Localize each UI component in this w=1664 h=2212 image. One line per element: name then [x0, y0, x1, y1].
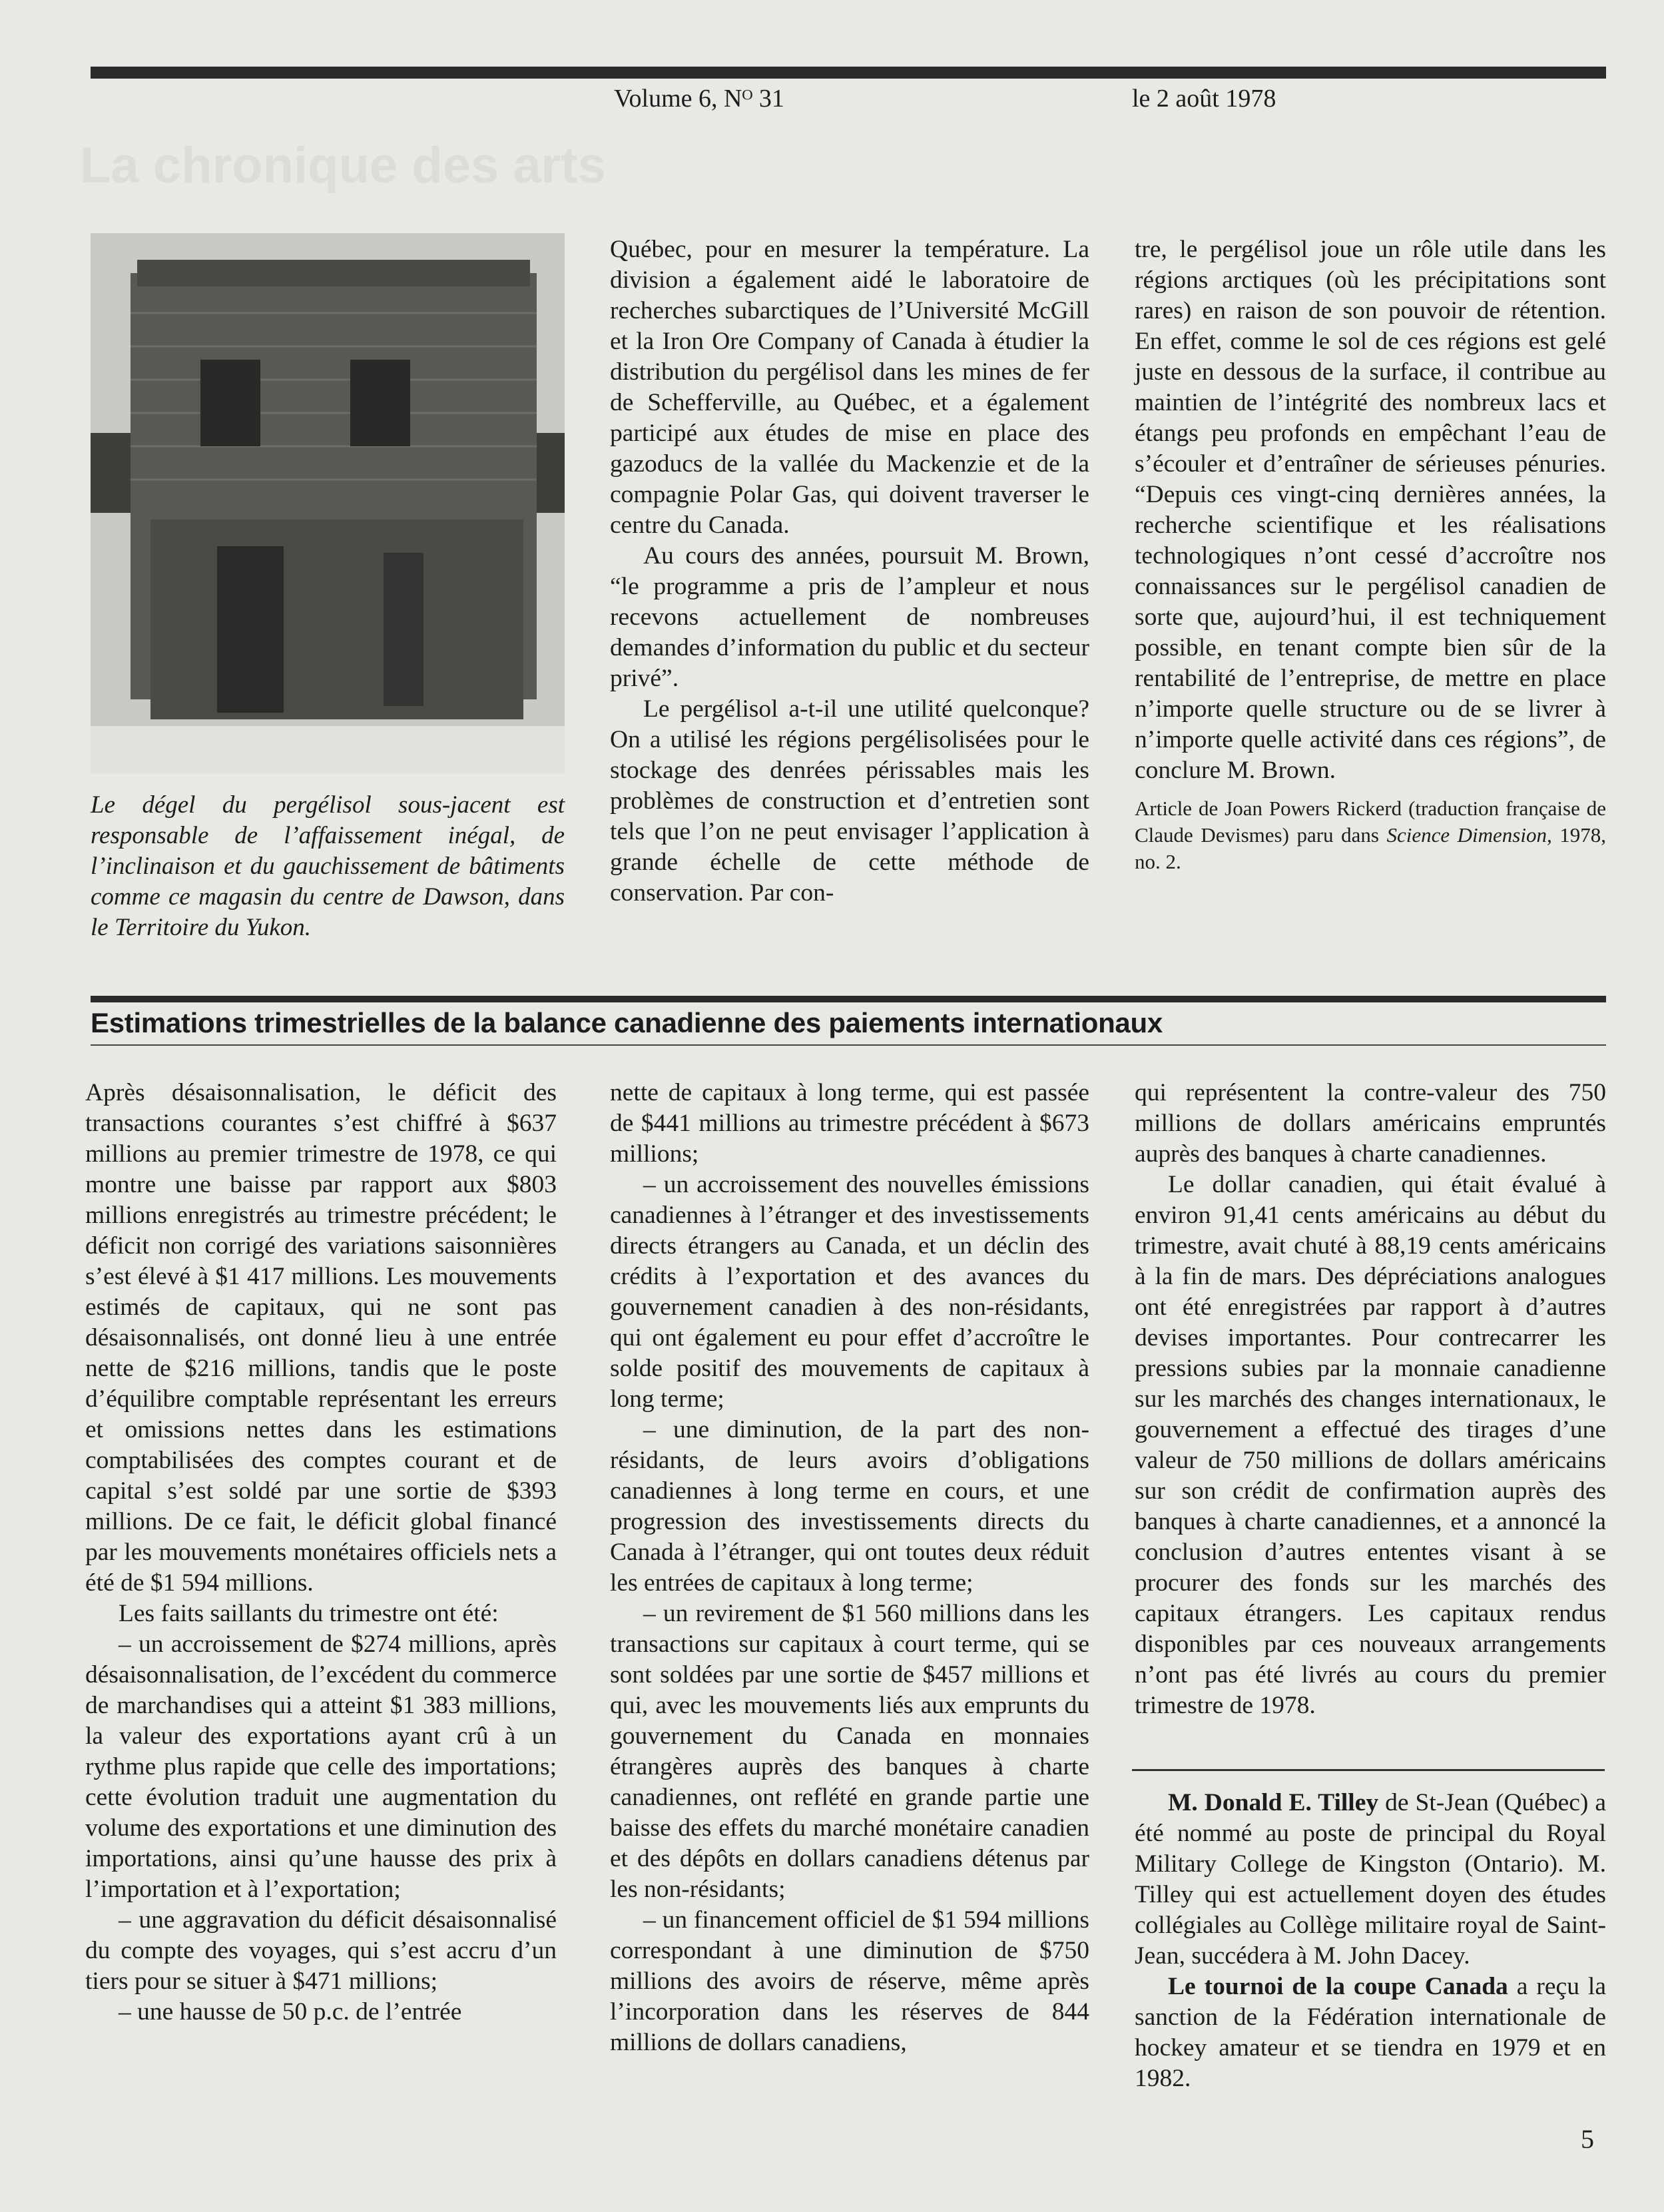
photo-caption: Le dégel du pergélisol sous-jacent est responsable de l’affaissement inégal, de l’inclinaison et du gauchissement de bâtiments comme ce magasin du centre de Dawson, dans le Territoire du Yukon.	[91, 791, 565, 941]
brief-items-rule	[1132, 1769, 1605, 1771]
bullet-paragraph: – un financement officiel de $1 594 millions correspondant à une diminution de $750 millions des avoirs de réserve, même après l’incorporation dans les réserves de 844 millions de dollars canadiens,	[610, 1906, 1089, 2056]
balance-column-3	[1135, 1078, 1606, 1721]
permafrost-column-2	[610, 234, 1089, 909]
header-rule	[91, 67, 1606, 79]
balance-column-2	[610, 1078, 1089, 2058]
tilley-name: M. Donald E. Tilley	[1168, 1789, 1379, 1816]
issue-volume: Volume 6, Nᴼ 31	[614, 85, 784, 113]
section-underline	[91, 1044, 1606, 1046]
paragraph: qui représentent la contre-valeur des 750 millions de dollars américains empruntés auprès des banques à charte canadiennes.	[1135, 1079, 1606, 1168]
bullet-paragraph: – une hausse de 50 p.c. de l’entrée	[119, 1998, 462, 2026]
paragraph: Québec, pour en mesurer la température. La division a également aidé le laboratoire de recherches subarctiques de l’Université McGill et la Iron Ore Company of Canada à étudier la distribution du pergélisol dans les mines de fer de Schefferville, au Québec, et a également participé aux études de mise en place des gazoducs de la vallée du Mackenzie et de la compagnie Polar Gas, qui doivent traverser le centre du Canada.	[610, 236, 1089, 539]
article-credit	[1135, 795, 1606, 875]
paragraph: Le pergélisol a-t-il une utilité quelconque? On a utilisé les régions pergélisolisées pour le stockage des denrées périssables mais les problèmes de construction et d’entretien sont tels que l’on ne peut envisager l’application à grande échelle de cette méthode de conservation. Par con-	[610, 695, 1089, 907]
credit-text: Article de Joan Powers Rickerd (traduction française de Claude Devismes) paru dans	[1135, 797, 1606, 847]
building-illustration	[91, 233, 565, 774]
coupe-canada-item	[1135, 1972, 1606, 2094]
bullet-paragraph: – un accroissement de $274 millions, après désaisonnalisation, de l’excédent du commerce de marchandises qui a atteint $1 383 millions, la valeur des exportations ayant crû à un rythme plus rapide que celle des importations; cette évolution traduit une augmentation du volume des exportations et une diminution des importations, ainsi qu’une hausse des prix à l’importation et à l’exportation;	[85, 1631, 557, 1903]
bullet-paragraph: – un revirement de $1 560 millions dans les transactions sur capitaux à court terme, qui se sont soldées par une sortie de $457 millions et qui, avec les mouvements liés aux emprunts du gouvernement du Canada en monnaies étrangères auprès des banques à charte canadiennes, ont reflété en grande partie une baisse des effets du marché monétaire canadien et des dépôts en dollars canadiens détenus par les non-résidants;	[610, 1600, 1089, 1903]
bullet-paragraph: – une diminution, de la part des non-résidants, de leurs avoirs d’obligations canadiennes à long terme en cours, et une progression des investissements directs du Canada à l’étranger, qui ont toutes deux réduit les entrées de capitaux à long terme;	[610, 1416, 1089, 1597]
paragraph: nette de capitaux à long terme, qui est passée de $441 millions au trimestre précédent à $673 millions;	[610, 1079, 1089, 1168]
paragraph: Après désaisonnalisation, le déficit des transactions courantes s’est chiffré à $637 millions au premier trimestre de 1978, ce qui montre une baisse par rapport aux $803 millions enregistrés au trimestre précédent; le déficit non corrigé des variations saisonnières s’est élevé à $1 417 millions. Les mouvements estimés de capitaux, qui ne sont pas désaisonnalisés, ont donné lieu à une entrée nette de $216 millions, tandis que le poste d’équilibre comptable représentant les erreurs et omissions nettes dans les estimations comptabilisées des comptes courant et de capital s’est soldé par une sortie de $393 millions. De ce fait, le déficit global financé par les mouvements monétaires officiels nets a été de $1 594 millions.	[85, 1079, 557, 1597]
paragraph: Le dollar canadien, qui était évalué à environ 91,41 cents américains au début du trimestre, avait chuté à 88,19 cents américains à la fin de mars. Des dépréciations analogues ont été enregistrées par rapport à d’autres devises importantes. Pour contrecarrer les pressions subies par la monnaie canadienne sur les marchés des changes internationaux, le gouvernement a effectué des tirages d’une valeur de 750 millions de dollars américains sur son crédit de confirmation auprès des banques à charte canadiennes, et a annoncé la conclusion d’autres ententes visant à se procurer des fonds sur les marchés des capitaux étrangers. Les capitaux rendus disponibles par ces nouveaux arrangements n’ont pas été livrés au cours du premier trimestre de 1978.	[1135, 1171, 1606, 1719]
page-number: 5	[1581, 2124, 1594, 2154]
show-through-title: La chronique des arts	[80, 137, 606, 194]
tilley-item	[1135, 1788, 1606, 1972]
permafrost-column-3	[1135, 234, 1606, 875]
coupe-canada-title: Le tournoi de la coupe Canada	[1168, 1973, 1508, 2000]
balance-column-1	[85, 1078, 557, 2028]
bullet-paragraph: – une aggravation du déficit désaisonnalisé du compte des voyages, qui s’est accru d’un tiers pour se situer à $471 millions;	[85, 1906, 557, 1995]
section-heading: Estimations trimestrielles de la balance canadienne des paiements internationaux	[91, 1007, 1163, 1038]
paragraph: Les faits saillants du trimestre ont été:	[119, 1600, 499, 1627]
section-rule	[91, 996, 1606, 1002]
paragraph: Au cours des années, poursuit M. Brown, “le programme a pris de l’ampleur et nous recevons actuellement de nombreuses demandes d’information du public et du secteur privé”.	[610, 542, 1089, 692]
paragraph: tre, le pergélisol joue un rôle utile dans les régions arctiques (où les précipitations sont rares) en raison de son pouvoir de rétention. En effet, comme le sol de ces régions est gelé juste en dessous de la surface, il contribue au maintien de l’intégrité des nombreux lacs et étangs peu profonds en empêchant l’eau de s’écouler et d’entraîner de sérieuses pénuries. “Depuis ces vingt-cinq dernières années, la recherche scientifique et les réalisations technologiques n’ont cessé d’accroître nos connaissances sur le pergélisol canadien de sorte que, aujourd’hui, il est techniquement possible, en tenant compte bien sûr de la rentabilité de l’entreprise, de mettre en place n’importe quelle structure ou de se livrer à n’importe quelle activité dans ces régions”, de conclure M. Brown.	[1135, 236, 1606, 784]
credit-tail: 1978, no. 2.	[1135, 823, 1607, 873]
bullet-paragraph: – un accroissement des nouvelles émissions canadiennes à l’étranger et des investissements directs étrangers au Canada, et un déclin des crédits à l’exportation et des avances du gouvernement canadien à des non-résidants, qui ont également eu pour effet d’accroître le solde positif des mouvements de capitaux à long terme;	[610, 1171, 1089, 1413]
issue-date: le 2 août 1978	[1132, 85, 1276, 113]
brief-items	[1135, 1788, 1606, 2094]
credit-source: Science Dimension,	[1386, 823, 1552, 847]
coupe-canada-text: a reçu la sanction de la Fédération internationale de hockey amateur et se tiendra en 1979 et en 1982.	[1135, 1973, 1606, 2092]
tilley-text: de St-Jean (Québec) a été nommé au poste de principal du Royal Military College de Kingston (Ontario). M. Tilley qui est actuellement doyen des études collégiales au Collège militaire royal de Saint-Jean, succédera à M. John Dacey.	[1135, 1789, 1606, 1970]
dawson-store-photo	[91, 233, 565, 774]
